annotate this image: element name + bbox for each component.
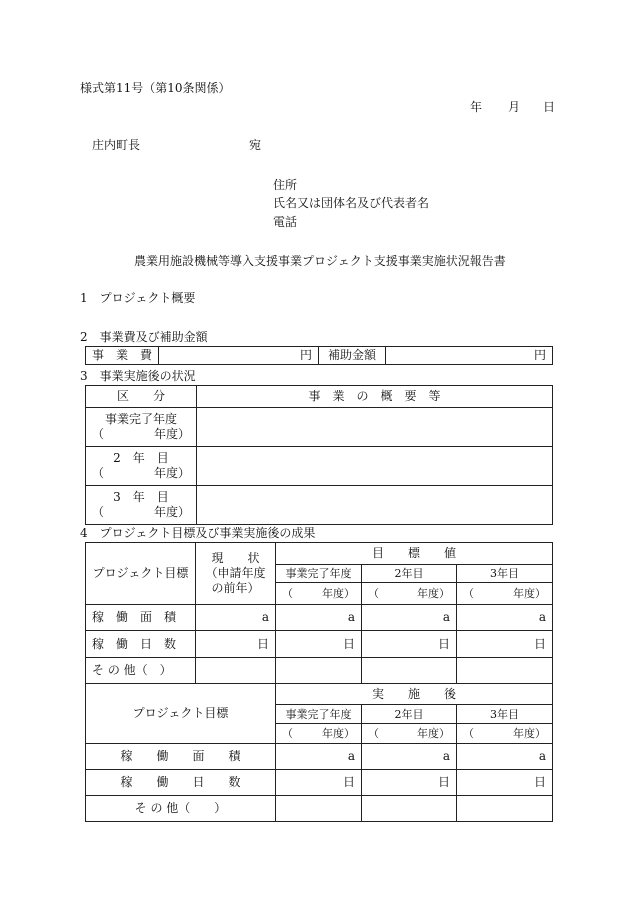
result-value-cell[interactable]: 日 — [457, 770, 553, 796]
status-row-summary-cell[interactable] — [197, 447, 553, 486]
metric-value-cell[interactable] — [362, 658, 457, 684]
cost-unit: 円 — [299, 348, 312, 362]
metric-value-cell[interactable] — [457, 658, 553, 684]
result-label: 稼 働 日 数 — [86, 770, 276, 796]
addressee-suffix: 宛 — [249, 138, 262, 152]
table-row — [86, 658, 553, 684]
table-row — [86, 631, 553, 658]
date-year-label: 年 — [470, 100, 483, 114]
status-row-summary-cell[interactable] — [197, 486, 553, 525]
result-header: 実 施 後 — [276, 684, 553, 705]
metric-value-cell[interactable]: 日 — [457, 631, 553, 658]
table-row — [86, 408, 553, 447]
subsidy-label: 補助金額 — [319, 347, 386, 365]
cost-label: 事 業 費 — [86, 347, 159, 365]
applicant-phone-label: 電話 — [273, 215, 298, 229]
table-row — [86, 605, 553, 631]
result-label: そ の 他（ ） — [86, 796, 276, 822]
subsidy-unit: 円 — [533, 348, 546, 362]
result-value-cell[interactable]: a — [362, 744, 457, 770]
table-row — [86, 744, 553, 770]
year-col-label: 3年目 — [457, 705, 553, 724]
status-row-label: 事業完了年度 （ 年度） — [86, 408, 197, 447]
result-value-cell[interactable] — [457, 796, 553, 822]
current-status-header: 現 状 （申請年度 の前年） — [196, 543, 276, 605]
year-col-fiscal: （ 年度） — [362, 583, 457, 605]
metric-label: 稼 働 面 積 — [86, 605, 196, 631]
result-value-cell[interactable]: a — [457, 744, 553, 770]
metric-label: 稼 働 日 数 — [86, 631, 196, 658]
year-col-label: 2年目 — [362, 565, 457, 583]
status-row-summary-cell[interactable] — [197, 408, 553, 447]
document-title: 農業用施設機械等導入支援事業プロジェクト支援事業実施状況報告書 — [134, 254, 506, 268]
metric-value-cell[interactable] — [276, 658, 362, 684]
status-row-label: 2 年 目 （ 年度） — [86, 447, 197, 486]
metric-value-cell[interactable]: 日 — [276, 631, 362, 658]
metric-value-cell[interactable] — [196, 658, 276, 684]
section-2-heading: 2 事業費及び補助金額 — [80, 330, 208, 344]
year-col-fiscal: （ 年度） — [276, 583, 362, 605]
year-col-label: 2年目 — [362, 705, 457, 724]
cost-amount-cell[interactable] — [159, 347, 319, 365]
category-header: 区 分 — [86, 386, 197, 408]
addressee-name: 庄内町長 — [92, 138, 141, 152]
applicant-name-label: 氏名又は団体名及び代表者名 — [273, 196, 430, 210]
metric-value-cell[interactable]: 日 — [362, 631, 457, 658]
metric-value-cell[interactable]: 日 — [196, 631, 276, 658]
metric-value-cell[interactable]: a — [196, 605, 276, 631]
implementation-status-table — [85, 385, 553, 525]
target-value-header: 目 標 値 — [276, 543, 553, 565]
year-col-fiscal: （ 年度） — [276, 724, 362, 744]
result-label: 稼 働 面 積 — [86, 744, 276, 770]
result-value-cell[interactable] — [276, 796, 362, 822]
result-value-cell[interactable]: a — [276, 744, 362, 770]
metric-value-cell[interactable]: a — [362, 605, 457, 631]
section-4-heading: 4 プロジェクト目標及び事業実施後の成果 — [80, 526, 316, 540]
result-value-cell[interactable] — [362, 796, 457, 822]
date-month-label: 月 — [508, 100, 521, 114]
metric-label: そ の 他（ ） — [86, 658, 196, 684]
table-row — [86, 770, 553, 796]
year-col-label: 事業完了年度 — [276, 705, 362, 724]
year-col-fiscal: （ 年度） — [457, 583, 553, 605]
metric-value-cell[interactable]: a — [276, 605, 362, 631]
table-row — [86, 796, 553, 822]
year-col-fiscal: （ 年度） — [457, 724, 553, 744]
project-goals-table — [85, 542, 553, 822]
cost-table — [85, 346, 553, 365]
summary-header: 事 業 の 概 要 等 — [197, 386, 553, 408]
goal-label: プロジェクト目標 — [86, 543, 196, 605]
metric-value-cell[interactable]: a — [457, 605, 553, 631]
form-number: 様式第11号（第10条関係） — [80, 81, 231, 95]
result-value-cell[interactable]: 日 — [362, 770, 457, 796]
year-col-label: 事業完了年度 — [276, 565, 362, 583]
result-value-cell[interactable]: 日 — [276, 770, 362, 796]
year-col-fiscal: （ 年度） — [362, 724, 457, 744]
table-row — [86, 486, 553, 525]
result-goal-label: プロジェクト目標 — [86, 684, 276, 744]
date-day-label: 日 — [543, 100, 556, 114]
status-row-label: 3 年 目 （ 年度） — [86, 486, 197, 525]
table-row — [86, 447, 553, 486]
section-3-heading: 3 事業実施後の状況 — [80, 369, 196, 383]
applicant-address-label: 住所 — [273, 178, 298, 192]
year-col-label: 3年目 — [457, 565, 553, 583]
subsidy-amount-cell[interactable] — [386, 347, 553, 365]
section-1-heading: 1 プロジェクト概要 — [80, 291, 196, 305]
